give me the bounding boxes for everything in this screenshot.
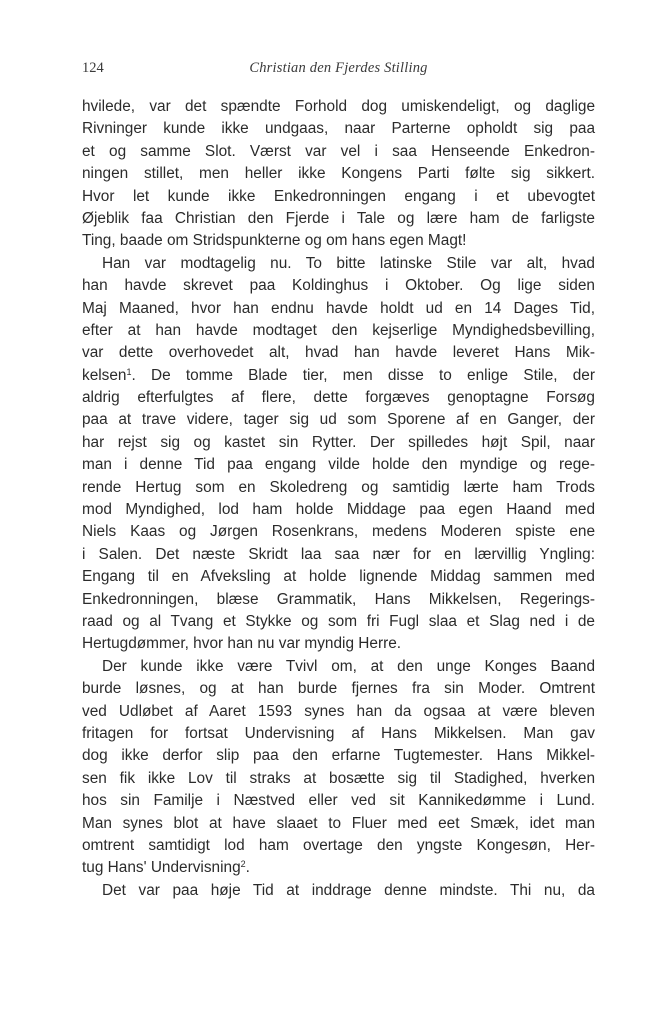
text-line: Hvor let kunde ikke Enkedronningen engang i et ubevogtet [82, 187, 595, 205]
text-line: omtrent samtidigt lod ham overtage den yngste Kongesøn, Her- [82, 836, 595, 854]
text-line: paa at trave videre, tager sig ud som Sporene af en Ganger, der [82, 411, 595, 429]
text-line: har rejst sig og kastet sin Rytter. Der spilledes højt Spil, naar [82, 433, 595, 451]
page-header [82, 60, 595, 84]
text-line: rende Hertug som en Skoledreng og samtidig lærte ham Trods [82, 478, 595, 496]
text-line: fritagen for fortsat Undervisning af Hans Mikkelsen. Man gav [82, 724, 595, 742]
text-line: han havde skrevet paa Koldinghus i Oktober. Og lige siden [82, 277, 595, 295]
text-line: Man synes blot at have slaaet to Fluer med eet Smæk, idet man [82, 814, 595, 832]
text-line: kelsen$^1$. De tomme Blade tier, men disse to enlige Stile, der [82, 366, 595, 384]
text-line: raad og al Tvang et Stykke og som fri Fugl slaa et Slag ned i de [82, 612, 595, 630]
footnote-ref-1: 1 [126, 366, 132, 377]
text-line: mod Myndighed, lod ham holde Middage paa egen Haand med [82, 501, 595, 519]
body-text [82, 96, 595, 902]
footnote-ref-2: 2 [240, 859, 246, 870]
text-line: Der kunde ikke være Tvivl om, at den unge Konges Baand [102, 657, 595, 675]
text-line: Engang til en Afveksling at holde lignende Middag sammen med [82, 568, 595, 586]
text-line: ningen stillet, men heller ikke Kongens Parti følte sig sikkert. [82, 165, 595, 183]
text-line: Maj Maaned, hvor han endnu havde holdt ud en 14 Dages Tid, [82, 299, 595, 317]
text-line: i Salen. Det næste Skridt laa saa nær for en lærvillig Yngling: [82, 545, 595, 563]
text-line: efter at han havde modtaget den kejserlige Myndighedsbevilling, [82, 321, 595, 339]
text-line: Enkedronningen, blæse Grammatik, Hans Mikkelsen, Regerings- [82, 590, 595, 608]
text-line: var dette overhovedet alt, hvad han havde leveret Hans Mik- [82, 344, 595, 362]
text-line: tug Hans' Undervisning$^2$. [82, 859, 250, 877]
text-line: hos sin Familje i Næstved eller ved sit Kannikedømme i Lund. [82, 792, 595, 810]
text-line: Det var paa høje Tid at inddrage denne mindste. Thi nu, da [102, 881, 595, 899]
text-line: burde løsnes, og at han burde fjernes fra sin Moder. Omtrent [82, 680, 595, 698]
text-line: Niels Kaas og Jørgen Rosenkrans, medens Moderen spiste ene [82, 523, 595, 541]
text-line: et og samme Slot. Værst var vel i saa Henseende Enkedron- [82, 142, 595, 160]
text-line: man i denne Tid paa engang vilde holde den myndige og rege- [82, 456, 595, 474]
text-line: hvilede, var det spændte Forhold dog umiskendeligt, og daglige [82, 98, 595, 115]
page-number: 124 [82, 60, 104, 76]
text-line: dog ikke derfor slip paa den erfarne Tugtemester. Hans Mikkel- [82, 747, 595, 765]
text-line: Han var modtagelig nu. To bitte latinske Stile var alt, hvad [102, 254, 595, 272]
text-line: sen fik ikke Lov til straks at bosætte sig til Stadighed, hverken [82, 769, 595, 787]
text-line: Øjeblik faa Christian den Fjerde i Tale og lære ham de farligste [82, 209, 595, 227]
text-line: Hertugdømmer, hvor han nu var myndig Herre. [82, 635, 402, 653]
text-line: ved Udløbet af Aaret 1593 synes han da ogsaa at være bleven [82, 702, 595, 720]
text-line: Ting, baade om Stridspunkterne og om hans egen Magt! [82, 232, 467, 250]
text-line: Rivninger kunde ikke undgaas, naar Parterne opholdt sig paa [82, 120, 595, 138]
running-title: Christian den Fjerdes Stilling [249, 60, 428, 76]
text-line: aldrig efterfulgtes af flere, dette forgæves genoptagne Forsøg [82, 389, 595, 407]
